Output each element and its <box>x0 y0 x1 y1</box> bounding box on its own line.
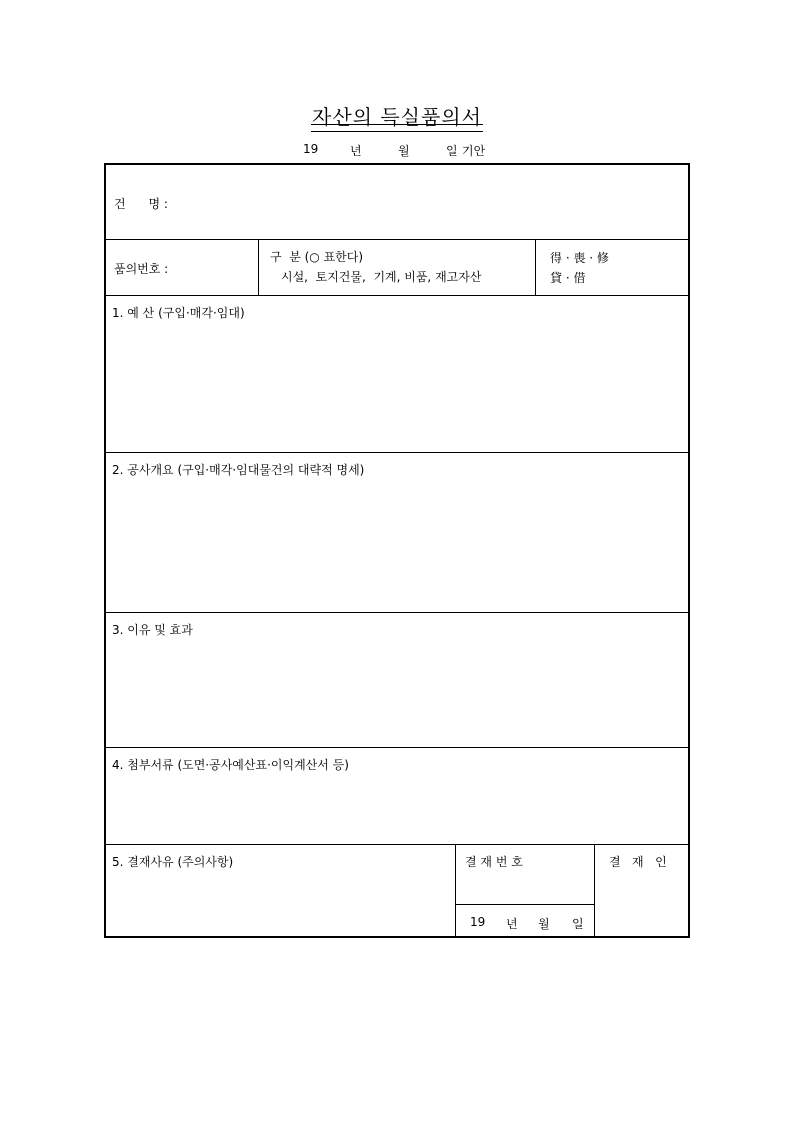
section-approval-reason-label: 5. 결재사유 (주의사항) <box>112 855 234 869</box>
proposal-number-label: 품의번호 : <box>114 262 169 276</box>
draft-month-unit: 월 <box>398 144 410 158</box>
approval-number-label: 결 재 번 호 <box>465 855 523 869</box>
approval-date-field[interactable] <box>456 905 594 938</box>
subject-field[interactable] <box>106 165 690 239</box>
type-hanja-cell[interactable] <box>536 240 690 295</box>
form-frame <box>104 163 690 938</box>
section-approval-reason[interactable] <box>106 845 455 938</box>
draft-day-unit: 일 <box>446 144 458 158</box>
section-overview-label: 2. 공사개요 (구입·매각·임대물건의 대략적 명세) <box>112 463 365 477</box>
type-hanja-line1: 得 · 喪 · 修 <box>550 251 609 265</box>
approval-seal-field[interactable] <box>595 845 690 938</box>
category-options: 시설, 토지건물, 기계, 비품, 재고자산 <box>281 270 482 284</box>
section-overview[interactable] <box>106 453 690 612</box>
approval-date-month-unit: 월 <box>538 917 550 931</box>
title-double-underline <box>311 124 483 132</box>
approval-date-year-unit: 년 <box>506 917 518 931</box>
section-budget[interactable] <box>106 296 690 452</box>
proposal-number-field[interactable] <box>106 240 258 295</box>
approval-date-year: 19 <box>470 915 486 929</box>
category-cell[interactable] <box>259 240 535 295</box>
draft-year: 19 <box>303 142 319 156</box>
section-attachments[interactable] <box>106 748 690 844</box>
section-attachments-label: 4. 첨부서류 (도면·공사예산표·이익계산서 등) <box>112 758 349 772</box>
approval-number-field[interactable] <box>456 845 594 904</box>
section-reason-label: 3. 이유 및 효과 <box>112 623 193 637</box>
section-budget-label: 1. 예 산 (구입·매각·임대) <box>112 306 245 320</box>
draft-year-unit: 년 <box>350 144 362 158</box>
section-reason[interactable] <box>106 613 690 747</box>
type-hanja-line2: 貸 · 借 <box>550 271 586 285</box>
document-title: 자산의 득실품의서 <box>312 105 482 129</box>
draft-suffix: 기안 <box>462 144 486 158</box>
subject-label: 건 명 : <box>114 197 168 211</box>
category-heading: 구 분 (○ 표한다) <box>270 250 364 264</box>
approval-seal-label: 결 재 인 <box>609 855 667 869</box>
approval-date-day-unit: 일 <box>572 917 584 931</box>
